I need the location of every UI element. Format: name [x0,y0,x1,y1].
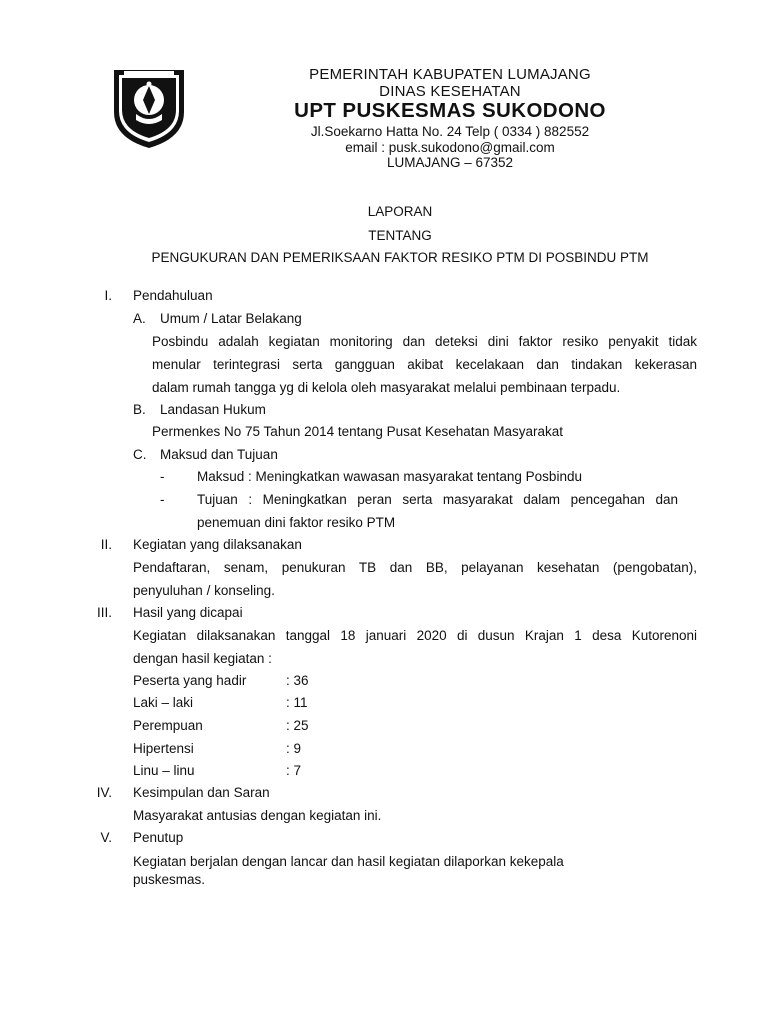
list-item: Tujuan : Meningkatkan peran serta masyarakat dalam pencegahan dan [197,492,678,507]
paragraph-line: Masyarakat antusias dengan kegiatan ini. [133,808,382,823]
stat-label: Peserta yang hadir [133,673,247,688]
subsection-letter: A. [133,311,146,326]
stat-value: : 11 [286,695,308,710]
letterhead-address: Jl.Soekarno Hatta No. 24 Telp ( 0334 ) 882552 [310,124,590,139]
subsection-letter: B. [133,402,146,417]
bullet-dash: - [160,492,165,507]
section-number: II. [100,537,112,552]
subsection-heading: Umum / Latar Belakang [160,311,302,326]
paragraph-line: Pendaftaran, senam, penukuran TB dan BB, pelayanan kesehatan (pengobatan), [133,560,697,575]
section-heading: Hasil yang dicapai [133,605,243,620]
paragraph-line: dalam rumah tangga yg di kelola oleh masyarakat melalui pembinaan terpadu. [152,380,621,395]
report-title-tentang: TENTANG [368,228,432,243]
paragraph-line: puskesmas. [133,872,206,887]
paragraph-line: Permenkes No 75 Tahun 2014 tentang Pusat Kesehatan Masyarakat [152,424,564,439]
stat-value: : 25 [286,718,309,733]
section-heading: Pendahuluan [133,288,213,303]
bullet-dash: - [160,469,165,484]
stat-label: Linu – linu [133,763,195,778]
list-item-continuation: penemuan dini faktor resiko PTM [197,515,396,530]
lumajang-crest-logo [110,62,188,150]
stat-value: : 7 [286,763,302,778]
stat-label: Hipertensi [133,741,194,756]
section-number: IV. [96,785,112,800]
paragraph-line: Kegiatan berjalan dengan lancar dan hasil kegiatan dilaporkan kekepala [133,854,564,869]
letterhead-email: email : pusk.sukodono@gmail.com [345,140,555,155]
letterhead-city: LUMAJANG – 67352 [386,155,514,170]
stat-value: : 9 [286,741,302,756]
subsection-letter: C. [133,447,147,462]
list-item: Maksud : Meningkatkan wawasan masyarakat tentang Posbindu [197,469,582,484]
report-subject: PENGUKURAN DAN PEMERIKSAAN FAKTOR RESIKO PTM DI POSBINDU PTM [151,250,649,265]
subsection-heading: Maksud dan Tujuan [160,447,278,462]
paragraph-line: penyuluhan / konseling. [133,583,275,598]
paragraph-line: menular terintegrasi serta gangguan akibat kecelakaan dan tindakan kekerasan [152,357,697,372]
report-title-laporan: LAPORAN [367,204,433,219]
section-heading: Kesimpulan dan Saran [133,785,270,800]
paragraph-line: dengan hasil kegiatan : [133,651,272,666]
paragraph-line: Kegiatan dilaksanakan tanggal 18 januari 2020 di dusun Krajan 1 desa Kutorenoni [133,628,697,643]
section-number: III. [96,605,112,620]
letterhead-department: DINAS KESEHATAN [379,83,521,100]
subsection-heading: Landasan Hukum [160,402,266,417]
section-heading: Kegiatan yang dilaksanakan [133,537,302,552]
letterhead-government: PEMERINTAH KABUPATEN LUMAJANG [309,66,591,83]
stat-label: Perempuan [133,718,203,733]
paragraph-line: Posbindu adalah kegiatan monitoring dan deteksi dini faktor resiko penyakit tidak [152,334,697,349]
stat-label: Laki – laki [133,695,194,710]
section-heading: Penutup [133,830,184,845]
stat-value: : 36 [286,673,309,688]
section-number: I. [104,288,112,303]
letterhead-institution: UPT PUSKESMAS SUKODONO [294,99,606,122]
section-number: V. [100,830,112,845]
